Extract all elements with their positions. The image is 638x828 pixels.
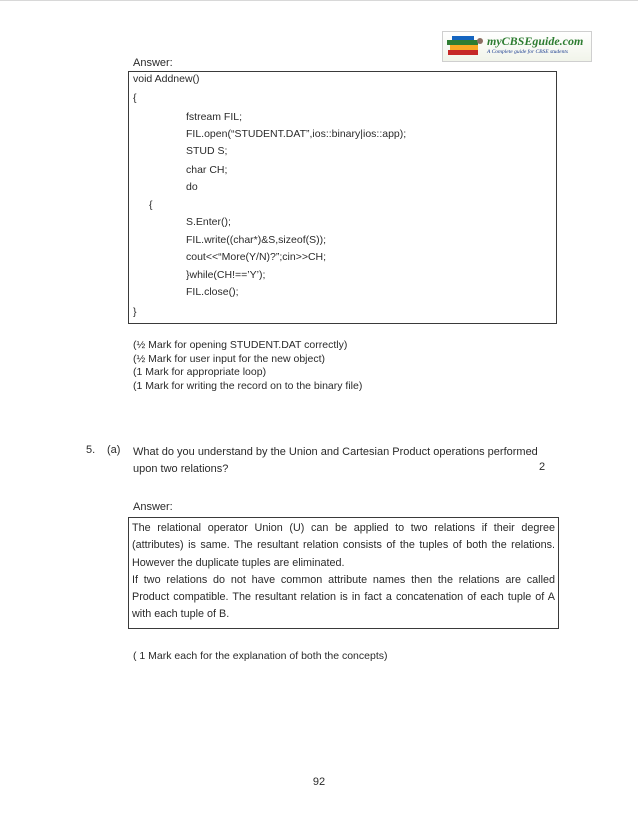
question-part: (a)	[107, 444, 121, 456]
question-text: What do you understand by the Union and Cartesian Product operations performed upon two relations?	[133, 446, 538, 475]
code-line: do	[186, 181, 198, 193]
code-line: {	[133, 92, 137, 104]
logo-name: myCBSEguide.com	[487, 34, 584, 48]
code-line: char CH;	[186, 164, 228, 176]
code-line: FIL.close();	[186, 286, 239, 298]
page-number: 92	[312, 776, 326, 788]
top-rule	[0, 0, 638, 1]
code-line: FIL.write((char*)&S,sizeof(S));	[186, 234, 327, 246]
code-line: FIL.open(“STUDENT.DAT”,ios::binary|ios::app);	[186, 128, 407, 140]
question-number: 5.	[86, 444, 96, 456]
books-icon	[446, 35, 484, 57]
text-answer-box	[128, 517, 559, 629]
marking-line: (½ Mark for opening STUDENT.DAT correctly)	[133, 339, 348, 351]
code-line: STUD S;	[186, 145, 228, 157]
q4-marking-scheme	[133, 339, 362, 394]
code-answer-box	[128, 71, 557, 324]
code-line: }while(CH!==’Y’);	[186, 269, 266, 281]
q5-answer-label: Answer:	[133, 501, 173, 513]
answer-paragraph: If two relations do not have common attribute names then the relations are called Product compatible. The resultant relation is in fact a concatenation of each tuple of A with each tuple of B.	[132, 573, 555, 621]
code-line: cout<<“More(Y/N)?”;cin>>CH;	[186, 251, 327, 263]
marking-line: (½ Mark for user input for the new object)	[133, 352, 325, 365]
logo-tagline: A Complete guide for CBSE students	[487, 49, 569, 55]
code-line: fstream FIL;	[186, 111, 243, 123]
q5-marking-scheme: ( 1 Mark each for the explanation of both the concepts)	[133, 650, 388, 662]
marking-line: (1 Mark for writing the record on to the binary file)	[133, 380, 363, 393]
code-line: }	[133, 306, 137, 318]
q4-answer-label: Answer:	[133, 57, 173, 69]
site-logo[interactable]	[442, 31, 592, 62]
question-marks: 2	[539, 461, 546, 473]
answer-paragraph: The relational operator Union (U) can be applied to two relations if their degree (attributes) is same. The resultant relation consists of the tuples of both the relations. However the duplicate tuples are eliminated.	[132, 522, 555, 569]
code-line: {	[149, 199, 153, 211]
code-line: void Addnew()	[133, 73, 200, 85]
code-line: S.Enter();	[186, 216, 231, 228]
marking-line: (1 Mark for appropriate loop)	[133, 366, 267, 379]
